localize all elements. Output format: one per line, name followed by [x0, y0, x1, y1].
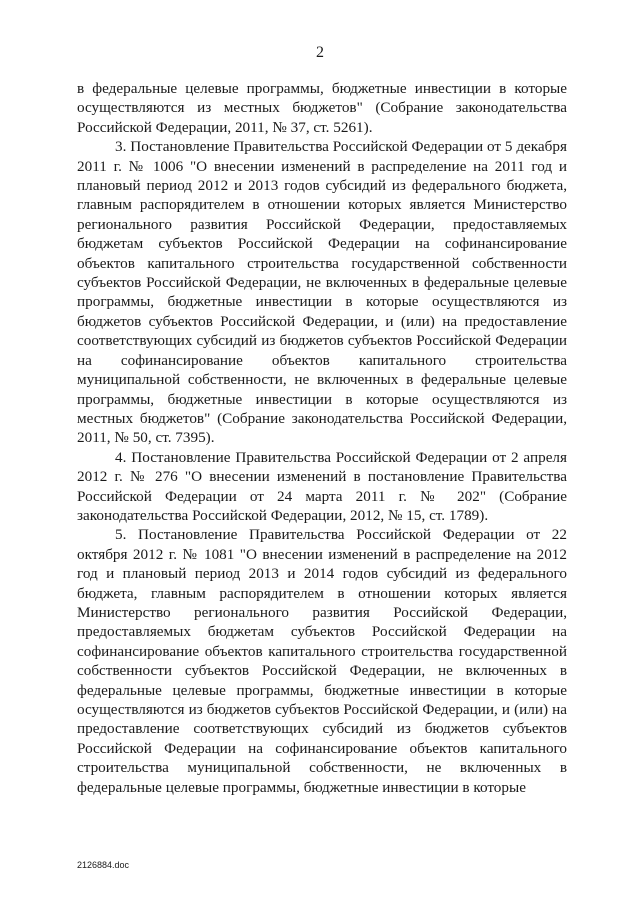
- paragraph-continuation: в федеральные целевые программы, бюджетные инвестиции в которые осуществляются из местных бюджетов" (Собрание законодательства Российской Федерации, 2011, № 37, ст. 5261).: [77, 80, 567, 136]
- paragraph-item-4: 4. Постановление Правительства Российской Федерации от 2 апреля 2012 г. № 276 "О внесении изменений в постановление Правительства Российской Федерации от 24 марта 2011 г. № 202" (Собрание законодательства Российской Федерации, 2012, № 15, ст. 1789).: [77, 448, 567, 524]
- footer-filename: 2126884.doc: [77, 860, 130, 870]
- page-number: 2: [316, 44, 324, 61]
- document-body: [77, 79, 567, 797]
- paragraph-item-3: 3. Постановление Правительства Российской Федерации от 5 декабря 2011 г. № 1006 "О внесении изменений в распределение на 2011 год и плановый период 2012 и 2013 годов субсидий из федерального бюджета, главным распорядителем в отношении которых является Министерство регионального развития Российской Федерации, предоставляемых бюджетам субъектов Российской Федерации на софинансирование объектов капитального строительства государственной собственности субъектов Российской Федерации, не включенных в федеральные целевые программы, бюджетные инвестиции в которые осуществляются из бюджетов субъектов Российской Федерации, и (или) на предоставление соответствующих субсидий из бюджетов субъектов Российской Федерации на софинансирование объектов капитального строительства муниципальной собственности, не включенных в федеральные целевые программы, бюджетные инвестиции в которые осуществляются из местных бюджетов" (Собрание законодательства Российской Федерации, 2011, № 50, ст. 7395).: [77, 138, 567, 447]
- paragraph-item-5: 5. Постановление Правительства Российской Федерации от 22 октября 2012 г. № 1081 "О внесении изменений в распределение на 2012 год и плановый период 2013 и 2014 годов субсидий из федерального бюджета, главным распорядителем в отношении которых является Министерство регионального развития Российской Федерации, предоставляемых бюджетам субъектов Российской Федерации на софинансирование объектов капитального строительства государственной собственности субъектов Российской Федерации, не включенных в федеральные целевые программы, бюджетные инвестиции в которые осуществляются из бюджетов субъектов Российской Федерации, и (или) на предоставление соответствующих субсидий из бюджетов субъектов Российской Федерации на софинансирование объектов капитального строительства муниципальной собственности, не включенных в федеральные целевые программы, бюджетные инвестиции в которые: [77, 526, 567, 796]
